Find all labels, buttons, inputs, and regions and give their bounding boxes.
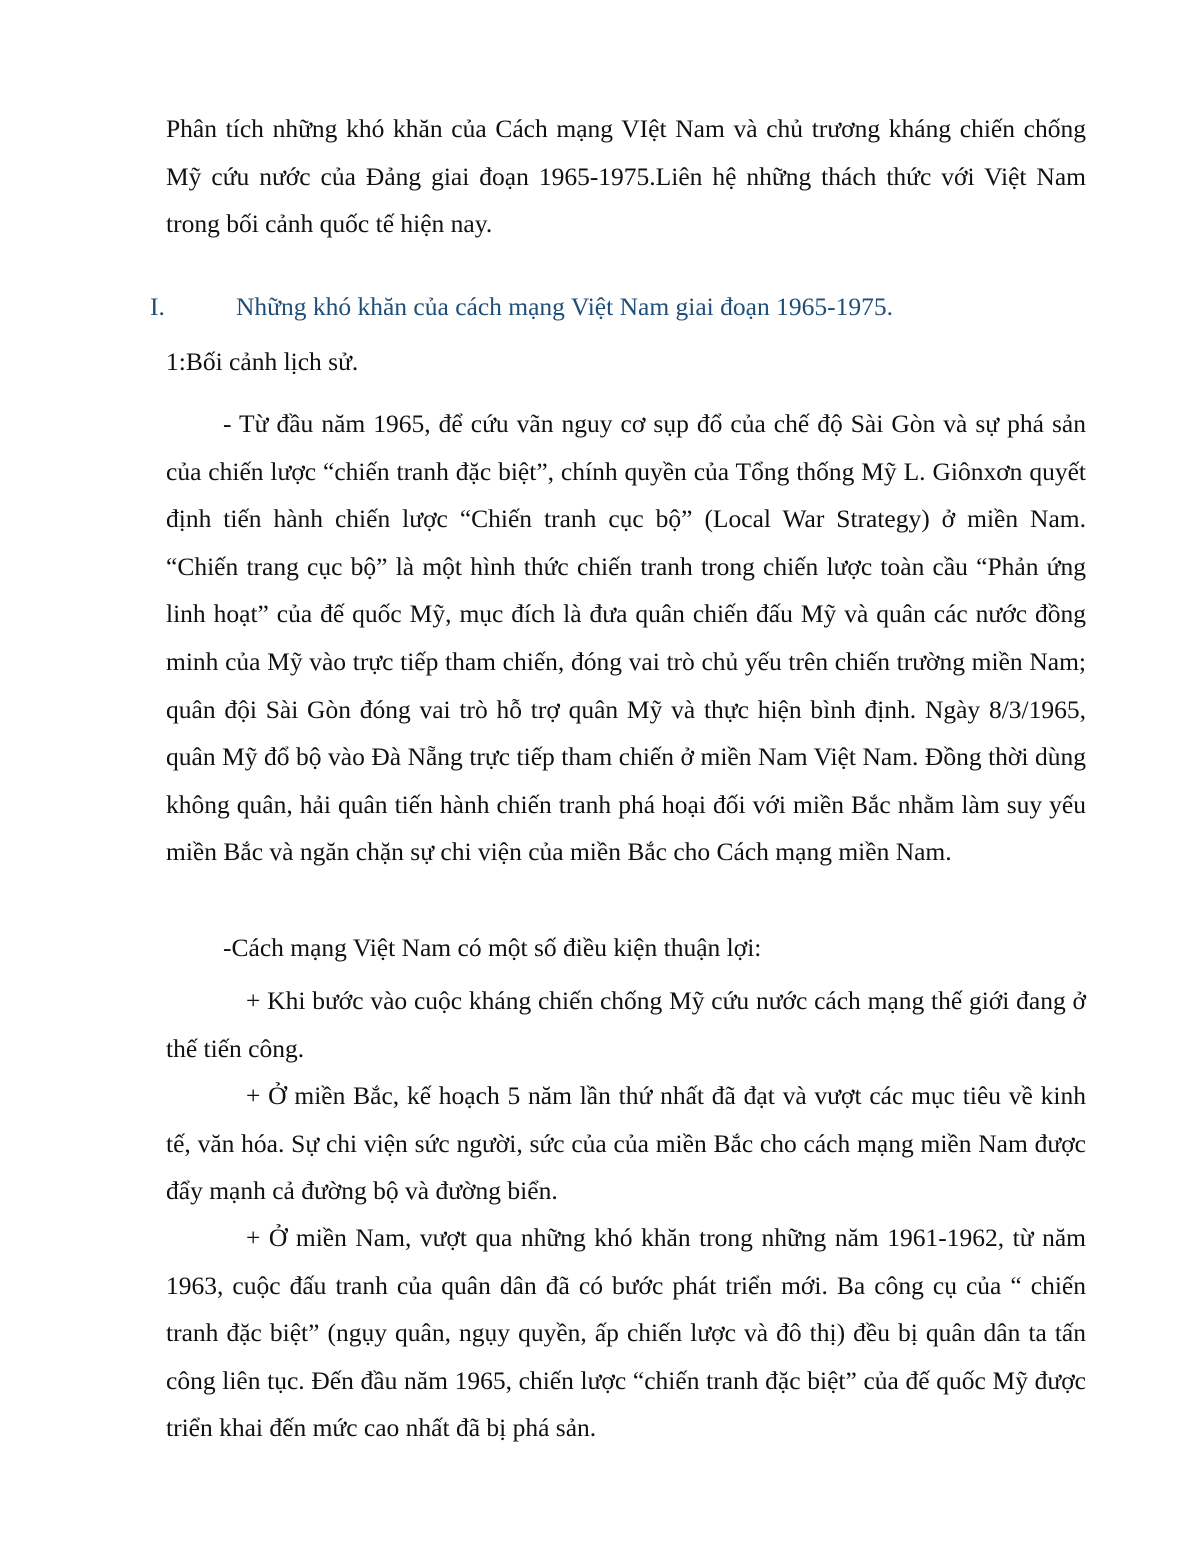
paragraph-north: + Ở miền Bắc, kế hoạch 5 năm lần thứ nhất đã đạt và vượt các mục tiêu về kinh tế, văn hóa. Sự chi viện sức người, sức của của miền Bắc cho cách mạng miền Nam được đẩy mạnh cả đường bộ và đường biển. [166, 1081, 1086, 1206]
paragraph-context: - Từ đầu năm 1965, để cứu vãn nguy cơ sụp đổ của chế độ Sài Gòn và sự phá sản của chiến lược “chiến tranh đặc biệt”, chính quyền của Tổng thống Mỹ L. Giônxơn quyết định tiến hành chiến lược “Chiến tranh cục bộ” (Local War Strategy) ở miền Nam. “Chiến trang cục bộ” là một hình thức chiến tranh trong chiến lược toàn cầu “Phản ứng linh hoạt” của đế quốc Mỹ, mục đích là đưa quân chiến đấu Mỹ và quân các nước đồng minh của Mỹ vào trực tiếp tham chiến, đóng vai trò chủ yếu trên chiến trường miền Nam; quân đội Sài Gòn đóng vai trò hỗ trợ quân Mỹ và thực hiện bình định. Ngày 8/3/1965, quân Mỹ đổ bộ vào Đà Nẵng trực tiếp tham chiến ở miền Nam Việt Nam. Đồng thời dùng không quân, hải quân tiến hành chiến tranh phá hoại đối với miền Bắc nhằm làm suy yếu miền Bắc và ngăn chặn sự chi viện của miền Bắc cho Cách mạng miền Nam. [166, 409, 1086, 867]
section-number: I. [150, 292, 165, 321]
section-heading [150, 283, 1090, 331]
paragraph-world-revolution: + Khi bước vào cuộc kháng chiến chống Mỹ cứu nước cách mạng thế giới đang ở thế tiến công. [166, 986, 1086, 1063]
paragraph-south: + Ở miền Nam, vượt qua những khó khăn trong những năm 1961-1962, từ năm 1963, cuộc đấu tranh của quân dân đã có bước phát triển mới. Ba công cụ của “ chiến tranh đặc biệt” (ngụy quân, ngụy quyền, ấp chiến lược và đô thị) đều bị quân dân ta tấn công liên tục. Đến đầu năm 1965, chiến lược “chiến tranh đặc biệt” của đế quốc Mỹ được triển khai đến mức cao nhất đã bị phá sản. [166, 1223, 1086, 1443]
paragraph-advantages-intro: -Cách mạng Việt Nam có một số điều kiện thuận lợi: [223, 933, 762, 962]
document-title: Phân tích những khó khăn của Cách mạng VIệt Nam và chủ trương kháng chiến chống Mỹ cứu nước của Đảng giai đoạn 1965-1975.Liên hệ những thách thức với Việt Nam trong bối cảnh quốc tế hiện nay. [166, 114, 1086, 239]
subheading: 1:Bối cảnh lịch sử. [166, 347, 359, 376]
section-heading-text: Những khó khăn của cách mạng Việt Nam giai đoạn 1965-1975. [236, 292, 893, 321]
